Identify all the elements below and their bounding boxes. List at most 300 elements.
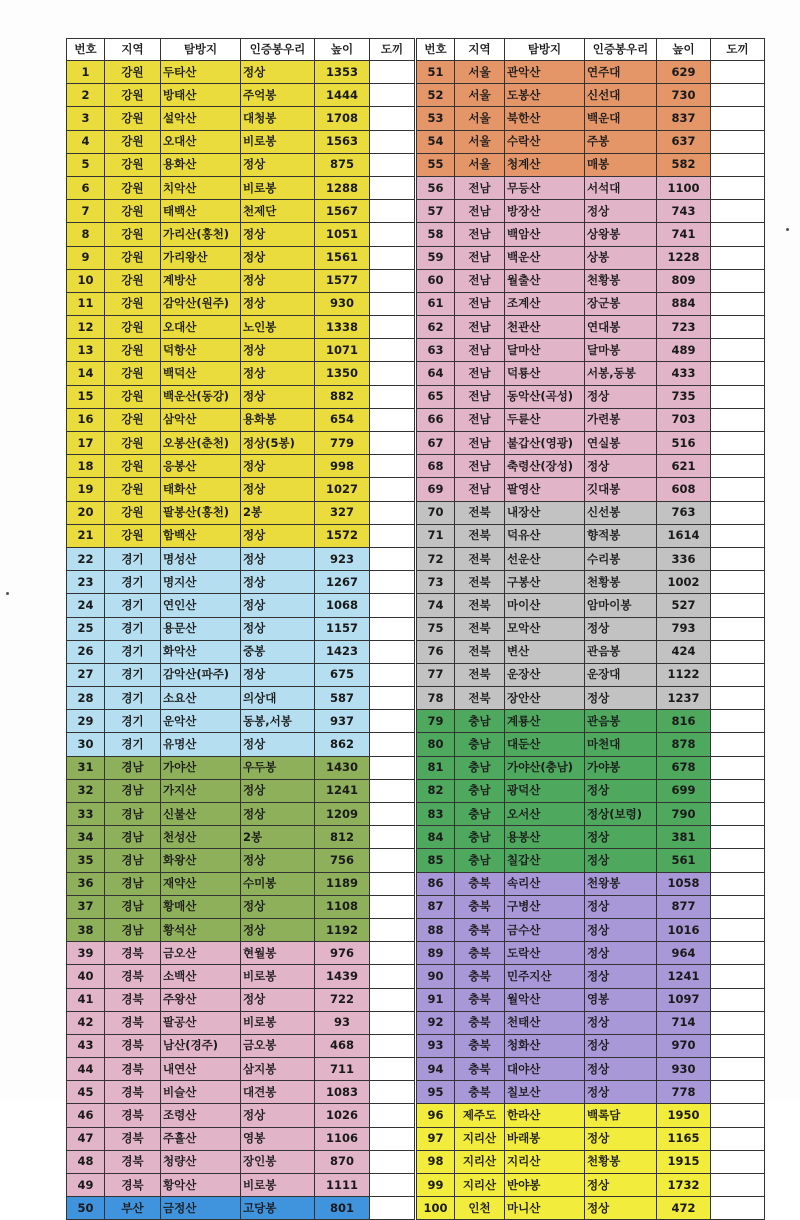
cell-mountain: 천태산 xyxy=(505,1011,585,1034)
cell-axe[interactable] xyxy=(370,849,415,872)
cell-number: 85 xyxy=(417,849,455,872)
cell-axe[interactable] xyxy=(370,478,415,501)
cell-axe[interactable] xyxy=(370,640,415,663)
cell-height: 862 xyxy=(315,733,370,756)
cell-number: 36 xyxy=(67,872,105,895)
cell-number: 88 xyxy=(417,918,455,941)
cell-axe[interactable] xyxy=(711,965,765,988)
cell-height: 877 xyxy=(657,895,711,918)
cell-number: 48 xyxy=(67,1150,105,1173)
cell-number: 51 xyxy=(417,61,455,84)
table-row xyxy=(417,710,765,733)
cell-height: 837 xyxy=(657,107,711,130)
cell-axe[interactable] xyxy=(711,478,765,501)
cell-number: 59 xyxy=(417,246,455,269)
cell-number: 49 xyxy=(67,1174,105,1197)
cell-region: 경북 xyxy=(105,965,161,988)
cell-mountain: 금정산 xyxy=(161,1197,241,1220)
table-row xyxy=(417,501,765,524)
cell-mountain: 방태산 xyxy=(161,84,241,107)
cell-axe[interactable] xyxy=(711,663,765,686)
cell-axe[interactable] xyxy=(370,455,415,478)
cell-axe[interactable] xyxy=(711,687,765,710)
cell-peak: 동봉,서봉 xyxy=(241,710,315,733)
cell-mountain: 청량산 xyxy=(161,1150,241,1173)
table-row xyxy=(67,1127,415,1150)
cell-number: 72 xyxy=(417,547,455,570)
cell-axe[interactable] xyxy=(711,130,765,153)
cell-peak: 정상 xyxy=(241,849,315,872)
cell-peak: 정상 xyxy=(585,779,657,802)
table-row xyxy=(417,385,765,408)
cell-height: 1002 xyxy=(657,571,711,594)
cell-axe[interactable] xyxy=(711,501,765,524)
table-row xyxy=(67,362,415,385)
cell-axe[interactable] xyxy=(711,84,765,107)
table-row xyxy=(67,130,415,153)
cell-peak: 정상 xyxy=(241,779,315,802)
cell-mountain: 설악산 xyxy=(161,107,241,130)
cell-height: 587 xyxy=(315,687,370,710)
cell-region: 전남 xyxy=(455,478,505,501)
cell-height: 637 xyxy=(657,130,711,153)
cell-mountain: 월악산 xyxy=(505,988,585,1011)
cell-axe[interactable] xyxy=(370,617,415,640)
cell-peak: 고당봉 xyxy=(241,1197,315,1220)
cell-mountain: 명지산 xyxy=(161,571,241,594)
cell-axe[interactable] xyxy=(711,779,765,802)
cell-number: 79 xyxy=(417,710,455,733)
cell-number: 96 xyxy=(417,1104,455,1127)
cell-peak: 가련봉 xyxy=(585,408,657,431)
cell-number: 19 xyxy=(67,478,105,501)
cell-peak: 정상 xyxy=(585,942,657,965)
cell-axe[interactable] xyxy=(370,988,415,1011)
cell-height: 1189 xyxy=(315,872,370,895)
cell-axe[interactable] xyxy=(711,1127,765,1150)
cell-mountain: 황매산 xyxy=(161,895,241,918)
cell-axe[interactable] xyxy=(711,872,765,895)
cell-peak: 수리봉 xyxy=(585,547,657,570)
table-row xyxy=(67,594,415,617)
cell-mountain: 청화산 xyxy=(505,1034,585,1057)
table-row xyxy=(67,779,415,802)
table-row xyxy=(417,339,765,362)
cell-region: 강원 xyxy=(105,130,161,153)
cell-height: 327 xyxy=(315,501,370,524)
table-row xyxy=(67,292,415,315)
cell-number: 9 xyxy=(67,246,105,269)
table-row xyxy=(417,849,765,872)
cell-axe[interactable] xyxy=(370,756,415,779)
cell-axe[interactable] xyxy=(711,547,765,570)
cell-height: 1051 xyxy=(315,223,370,246)
table-row xyxy=(417,663,765,686)
table-row xyxy=(417,153,765,176)
header-mountain: 탐방지 xyxy=(505,39,585,61)
cell-axe[interactable] xyxy=(370,965,415,988)
cell-peak: 정상 xyxy=(241,895,315,918)
cell-number: 42 xyxy=(67,1011,105,1034)
cell-axe[interactable] xyxy=(370,1104,415,1127)
table-row xyxy=(417,687,765,710)
cell-axe[interactable] xyxy=(370,594,415,617)
cell-axe[interactable] xyxy=(711,292,765,315)
cell-region: 경기 xyxy=(105,640,161,663)
cell-number: 3 xyxy=(67,107,105,130)
cell-height: 678 xyxy=(657,756,711,779)
cell-height: 743 xyxy=(657,200,711,223)
cell-height: 790 xyxy=(657,803,711,826)
table-row xyxy=(67,153,415,176)
cell-axe[interactable] xyxy=(711,571,765,594)
cell-mountain: 계룡산 xyxy=(505,710,585,733)
cell-number: 91 xyxy=(417,988,455,1011)
cell-peak: 깃대봉 xyxy=(585,478,657,501)
cell-region: 충북 xyxy=(455,872,505,895)
cell-axe[interactable] xyxy=(711,733,765,756)
cell-axe[interactable] xyxy=(370,107,415,130)
cell-region: 강원 xyxy=(105,478,161,501)
table-row xyxy=(417,1034,765,1057)
cell-number: 23 xyxy=(67,571,105,594)
cell-axe[interactable] xyxy=(711,316,765,339)
cell-axe[interactable] xyxy=(370,779,415,802)
cell-height: 711 xyxy=(315,1058,370,1081)
cell-region: 지리산 xyxy=(455,1150,505,1173)
cell-axe[interactable] xyxy=(370,1011,415,1034)
cell-axe[interactable] xyxy=(711,524,765,547)
cell-mountain: 감악산(원주) xyxy=(161,292,241,315)
cell-axe[interactable] xyxy=(370,872,415,895)
cell-height: 1058 xyxy=(657,872,711,895)
cell-axe[interactable] xyxy=(370,1150,415,1173)
cell-region: 강원 xyxy=(105,200,161,223)
cell-axe[interactable] xyxy=(711,849,765,872)
cell-axe[interactable] xyxy=(370,803,415,826)
cell-region: 전북 xyxy=(455,524,505,547)
cell-height: 722 xyxy=(315,988,370,1011)
cell-number: 30 xyxy=(67,733,105,756)
cell-axe[interactable] xyxy=(711,246,765,269)
cell-axe[interactable] xyxy=(711,895,765,918)
cell-region: 전북 xyxy=(455,640,505,663)
cell-axe[interactable] xyxy=(370,362,415,385)
cell-axe[interactable] xyxy=(711,1058,765,1081)
cell-axe[interactable] xyxy=(370,223,415,246)
cell-height: 741 xyxy=(657,223,711,246)
cell-number: 39 xyxy=(67,942,105,965)
cell-peak: 정상 xyxy=(241,733,315,756)
cell-peak: 정상 xyxy=(241,988,315,1011)
cell-height: 763 xyxy=(657,501,711,524)
cell-axe[interactable] xyxy=(711,710,765,733)
cell-height: 1026 xyxy=(315,1104,370,1127)
cell-number: 80 xyxy=(417,733,455,756)
cell-region: 서울 xyxy=(455,107,505,130)
cell-height: 1732 xyxy=(657,1174,711,1197)
table-row xyxy=(417,733,765,756)
cell-axe[interactable] xyxy=(370,339,415,362)
cell-region: 전남 xyxy=(455,339,505,362)
cell-axe[interactable] xyxy=(370,501,415,524)
cell-axe[interactable] xyxy=(370,1034,415,1057)
cell-peak: 정상 xyxy=(241,61,315,84)
cell-axe[interactable] xyxy=(711,176,765,199)
cell-region: 강원 xyxy=(105,292,161,315)
cell-height: 1016 xyxy=(657,918,711,941)
cell-region: 경남 xyxy=(105,918,161,941)
cell-axe[interactable] xyxy=(370,61,415,84)
cell-peak: 정상 xyxy=(241,455,315,478)
cell-height: 527 xyxy=(657,594,711,617)
cell-number: 64 xyxy=(417,362,455,385)
table-row xyxy=(67,895,415,918)
cell-peak: 정상 xyxy=(585,965,657,988)
cell-region: 충남 xyxy=(455,803,505,826)
cell-axe[interactable] xyxy=(711,918,765,941)
cell-height: 1288 xyxy=(315,176,370,199)
cell-peak: 달마봉 xyxy=(585,339,657,362)
cell-number: 11 xyxy=(67,292,105,315)
cell-axe[interactable] xyxy=(711,223,765,246)
cell-mountain: 방장산 xyxy=(505,200,585,223)
cell-mountain: 팔공산 xyxy=(161,1011,241,1034)
cell-number: 83 xyxy=(417,803,455,826)
cell-region: 강원 xyxy=(105,339,161,362)
table-row xyxy=(67,872,415,895)
cell-height: 621 xyxy=(657,455,711,478)
cell-axe[interactable] xyxy=(711,942,765,965)
cell-region: 경북 xyxy=(105,1058,161,1081)
cell-peak: 정상 xyxy=(585,455,657,478)
cell-number: 40 xyxy=(67,965,105,988)
cell-axe[interactable] xyxy=(370,1127,415,1150)
cell-mountain: 함백산 xyxy=(161,524,241,547)
cell-number: 63 xyxy=(417,339,455,362)
cell-axe[interactable] xyxy=(711,107,765,130)
table-row xyxy=(67,1058,415,1081)
cell-height: 875 xyxy=(315,153,370,176)
cell-peak: 가야봉 xyxy=(585,756,657,779)
cell-peak: 서석대 xyxy=(585,176,657,199)
cell-height: 433 xyxy=(657,362,711,385)
table-row xyxy=(417,524,765,547)
cell-mountain: 응봉산 xyxy=(161,455,241,478)
table-row xyxy=(67,849,415,872)
table-row xyxy=(67,663,415,686)
cell-axe[interactable] xyxy=(711,1197,765,1220)
scan-speck xyxy=(6,592,9,595)
cell-number: 55 xyxy=(417,153,455,176)
cell-number: 28 xyxy=(67,687,105,710)
cell-region: 강원 xyxy=(105,432,161,455)
cell-peak: 정상(보령) xyxy=(585,803,657,826)
cell-number: 98 xyxy=(417,1150,455,1173)
cell-region: 강원 xyxy=(105,455,161,478)
cell-mountain: 수락산 xyxy=(505,130,585,153)
cell-axe[interactable] xyxy=(370,710,415,733)
cell-axe[interactable] xyxy=(711,1150,765,1173)
cell-axe[interactable] xyxy=(370,200,415,223)
table-row xyxy=(417,432,765,455)
cell-region: 강원 xyxy=(105,269,161,292)
cell-axe[interactable] xyxy=(370,153,415,176)
cell-peak: 서봉,동봉 xyxy=(585,362,657,385)
cell-peak: 주억봉 xyxy=(241,84,315,107)
cell-mountain: 마니산 xyxy=(505,1197,585,1220)
table-row xyxy=(67,1104,415,1127)
cell-axe[interactable] xyxy=(370,663,415,686)
cell-height: 930 xyxy=(315,292,370,315)
cell-axe[interactable] xyxy=(711,385,765,408)
cell-mountain: 계방산 xyxy=(161,269,241,292)
table-row xyxy=(67,1081,415,1104)
cell-axe[interactable] xyxy=(370,895,415,918)
cell-axe[interactable] xyxy=(370,385,415,408)
cell-peak: 비로봉 xyxy=(241,1011,315,1034)
cell-number: 95 xyxy=(417,1081,455,1104)
cell-axe[interactable] xyxy=(370,316,415,339)
cell-height: 1572 xyxy=(315,524,370,547)
cell-axe[interactable] xyxy=(711,432,765,455)
cell-axe[interactable] xyxy=(370,524,415,547)
cell-mountain: 도락산 xyxy=(505,942,585,965)
cell-axe[interactable] xyxy=(711,200,765,223)
cell-axe[interactable] xyxy=(370,826,415,849)
cell-peak: 암마이봉 xyxy=(585,594,657,617)
table-row xyxy=(67,617,415,640)
cell-mountain: 북한산 xyxy=(505,107,585,130)
cell-axe[interactable] xyxy=(370,547,415,570)
cell-axe[interactable] xyxy=(370,942,415,965)
cell-axe[interactable] xyxy=(711,1104,765,1127)
cell-mountain: 천관산 xyxy=(505,316,585,339)
cell-height: 336 xyxy=(657,547,711,570)
cell-peak: 정상 xyxy=(241,339,315,362)
cell-axe[interactable] xyxy=(711,153,765,176)
cell-axe[interactable] xyxy=(711,594,765,617)
cell-number: 43 xyxy=(67,1034,105,1057)
cell-number: 29 xyxy=(67,710,105,733)
cell-axe[interactable] xyxy=(711,269,765,292)
cell-region: 충북 xyxy=(455,1011,505,1034)
table-row xyxy=(417,61,765,84)
cell-axe[interactable] xyxy=(370,130,415,153)
cell-axe[interactable] xyxy=(711,61,765,84)
cell-number: 90 xyxy=(417,965,455,988)
cell-region: 경남 xyxy=(105,779,161,802)
cell-height: 930 xyxy=(657,1058,711,1081)
cell-height: 1267 xyxy=(315,571,370,594)
cell-region: 경기 xyxy=(105,594,161,617)
cell-mountain: 무등산 xyxy=(505,176,585,199)
cell-axe[interactable] xyxy=(711,408,765,431)
cell-peak: 정상 xyxy=(241,803,315,826)
table-row xyxy=(417,316,765,339)
cell-axe[interactable] xyxy=(711,803,765,826)
cell-axe[interactable] xyxy=(370,1081,415,1104)
cell-axe[interactable] xyxy=(370,432,415,455)
cell-axe[interactable] xyxy=(711,1174,765,1197)
table-row xyxy=(67,803,415,826)
table-row xyxy=(67,61,415,84)
cell-mountain: 변산 xyxy=(505,640,585,663)
cell-axe[interactable] xyxy=(370,1058,415,1081)
cell-axe[interactable] xyxy=(370,918,415,941)
cell-peak: 비로봉 xyxy=(241,130,315,153)
cell-axe[interactable] xyxy=(370,1197,415,1220)
cell-region: 강원 xyxy=(105,408,161,431)
cell-axe[interactable] xyxy=(711,362,765,385)
cell-axe[interactable] xyxy=(711,826,765,849)
cell-region: 전북 xyxy=(455,687,505,710)
cell-axe[interactable] xyxy=(370,687,415,710)
table-row xyxy=(417,1150,765,1173)
table-row xyxy=(417,478,765,501)
cell-region: 강원 xyxy=(105,524,161,547)
cell-axe[interactable] xyxy=(370,408,415,431)
table-row xyxy=(417,408,765,431)
cell-axe[interactable] xyxy=(370,269,415,292)
cell-axe[interactable] xyxy=(711,617,765,640)
cell-axe[interactable] xyxy=(711,455,765,478)
table-row xyxy=(67,547,415,570)
cell-mountain: 금오산 xyxy=(161,942,241,965)
table-row xyxy=(67,339,415,362)
cell-axe[interactable] xyxy=(370,571,415,594)
cell-mountain: 도봉산 xyxy=(505,84,585,107)
cell-mountain: 백암산 xyxy=(505,223,585,246)
cell-mountain: 가지산 xyxy=(161,779,241,802)
cell-axe[interactable] xyxy=(711,1081,765,1104)
cell-axe[interactable] xyxy=(370,246,415,269)
cell-axe[interactable] xyxy=(711,1034,765,1057)
cell-region: 서울 xyxy=(455,130,505,153)
cell-peak: 의상대 xyxy=(241,687,315,710)
cell-peak: 정상 xyxy=(585,1197,657,1220)
cell-height: 1209 xyxy=(315,803,370,826)
cell-axe[interactable] xyxy=(370,176,415,199)
cell-axe[interactable] xyxy=(711,1011,765,1034)
cell-axe[interactable] xyxy=(711,640,765,663)
cell-axe[interactable] xyxy=(711,988,765,1011)
cell-height: 468 xyxy=(315,1034,370,1057)
cell-axe[interactable] xyxy=(711,756,765,779)
cell-axe[interactable] xyxy=(711,339,765,362)
cell-peak: 정상 xyxy=(585,826,657,849)
cell-axe[interactable] xyxy=(370,1174,415,1197)
cell-mountain: 내연산 xyxy=(161,1058,241,1081)
cell-axe[interactable] xyxy=(370,733,415,756)
cell-axe[interactable] xyxy=(370,84,415,107)
cell-peak: 2봉 xyxy=(241,826,315,849)
table-row xyxy=(417,292,765,315)
cell-mountain: 팔봉산(홍천) xyxy=(161,501,241,524)
cell-mountain: 조계산 xyxy=(505,292,585,315)
cell-height: 1563 xyxy=(315,130,370,153)
cell-axe[interactable] xyxy=(370,292,415,315)
cell-peak: 정상(5봉) xyxy=(241,432,315,455)
cell-number: 87 xyxy=(417,895,455,918)
cell-mountain: 오서산 xyxy=(505,803,585,826)
table-row xyxy=(67,1150,415,1173)
table-row xyxy=(417,130,765,153)
cell-region: 경북 xyxy=(105,1104,161,1127)
cell-region: 충북 xyxy=(455,918,505,941)
cell-number: 78 xyxy=(417,687,455,710)
table-row xyxy=(67,432,415,455)
